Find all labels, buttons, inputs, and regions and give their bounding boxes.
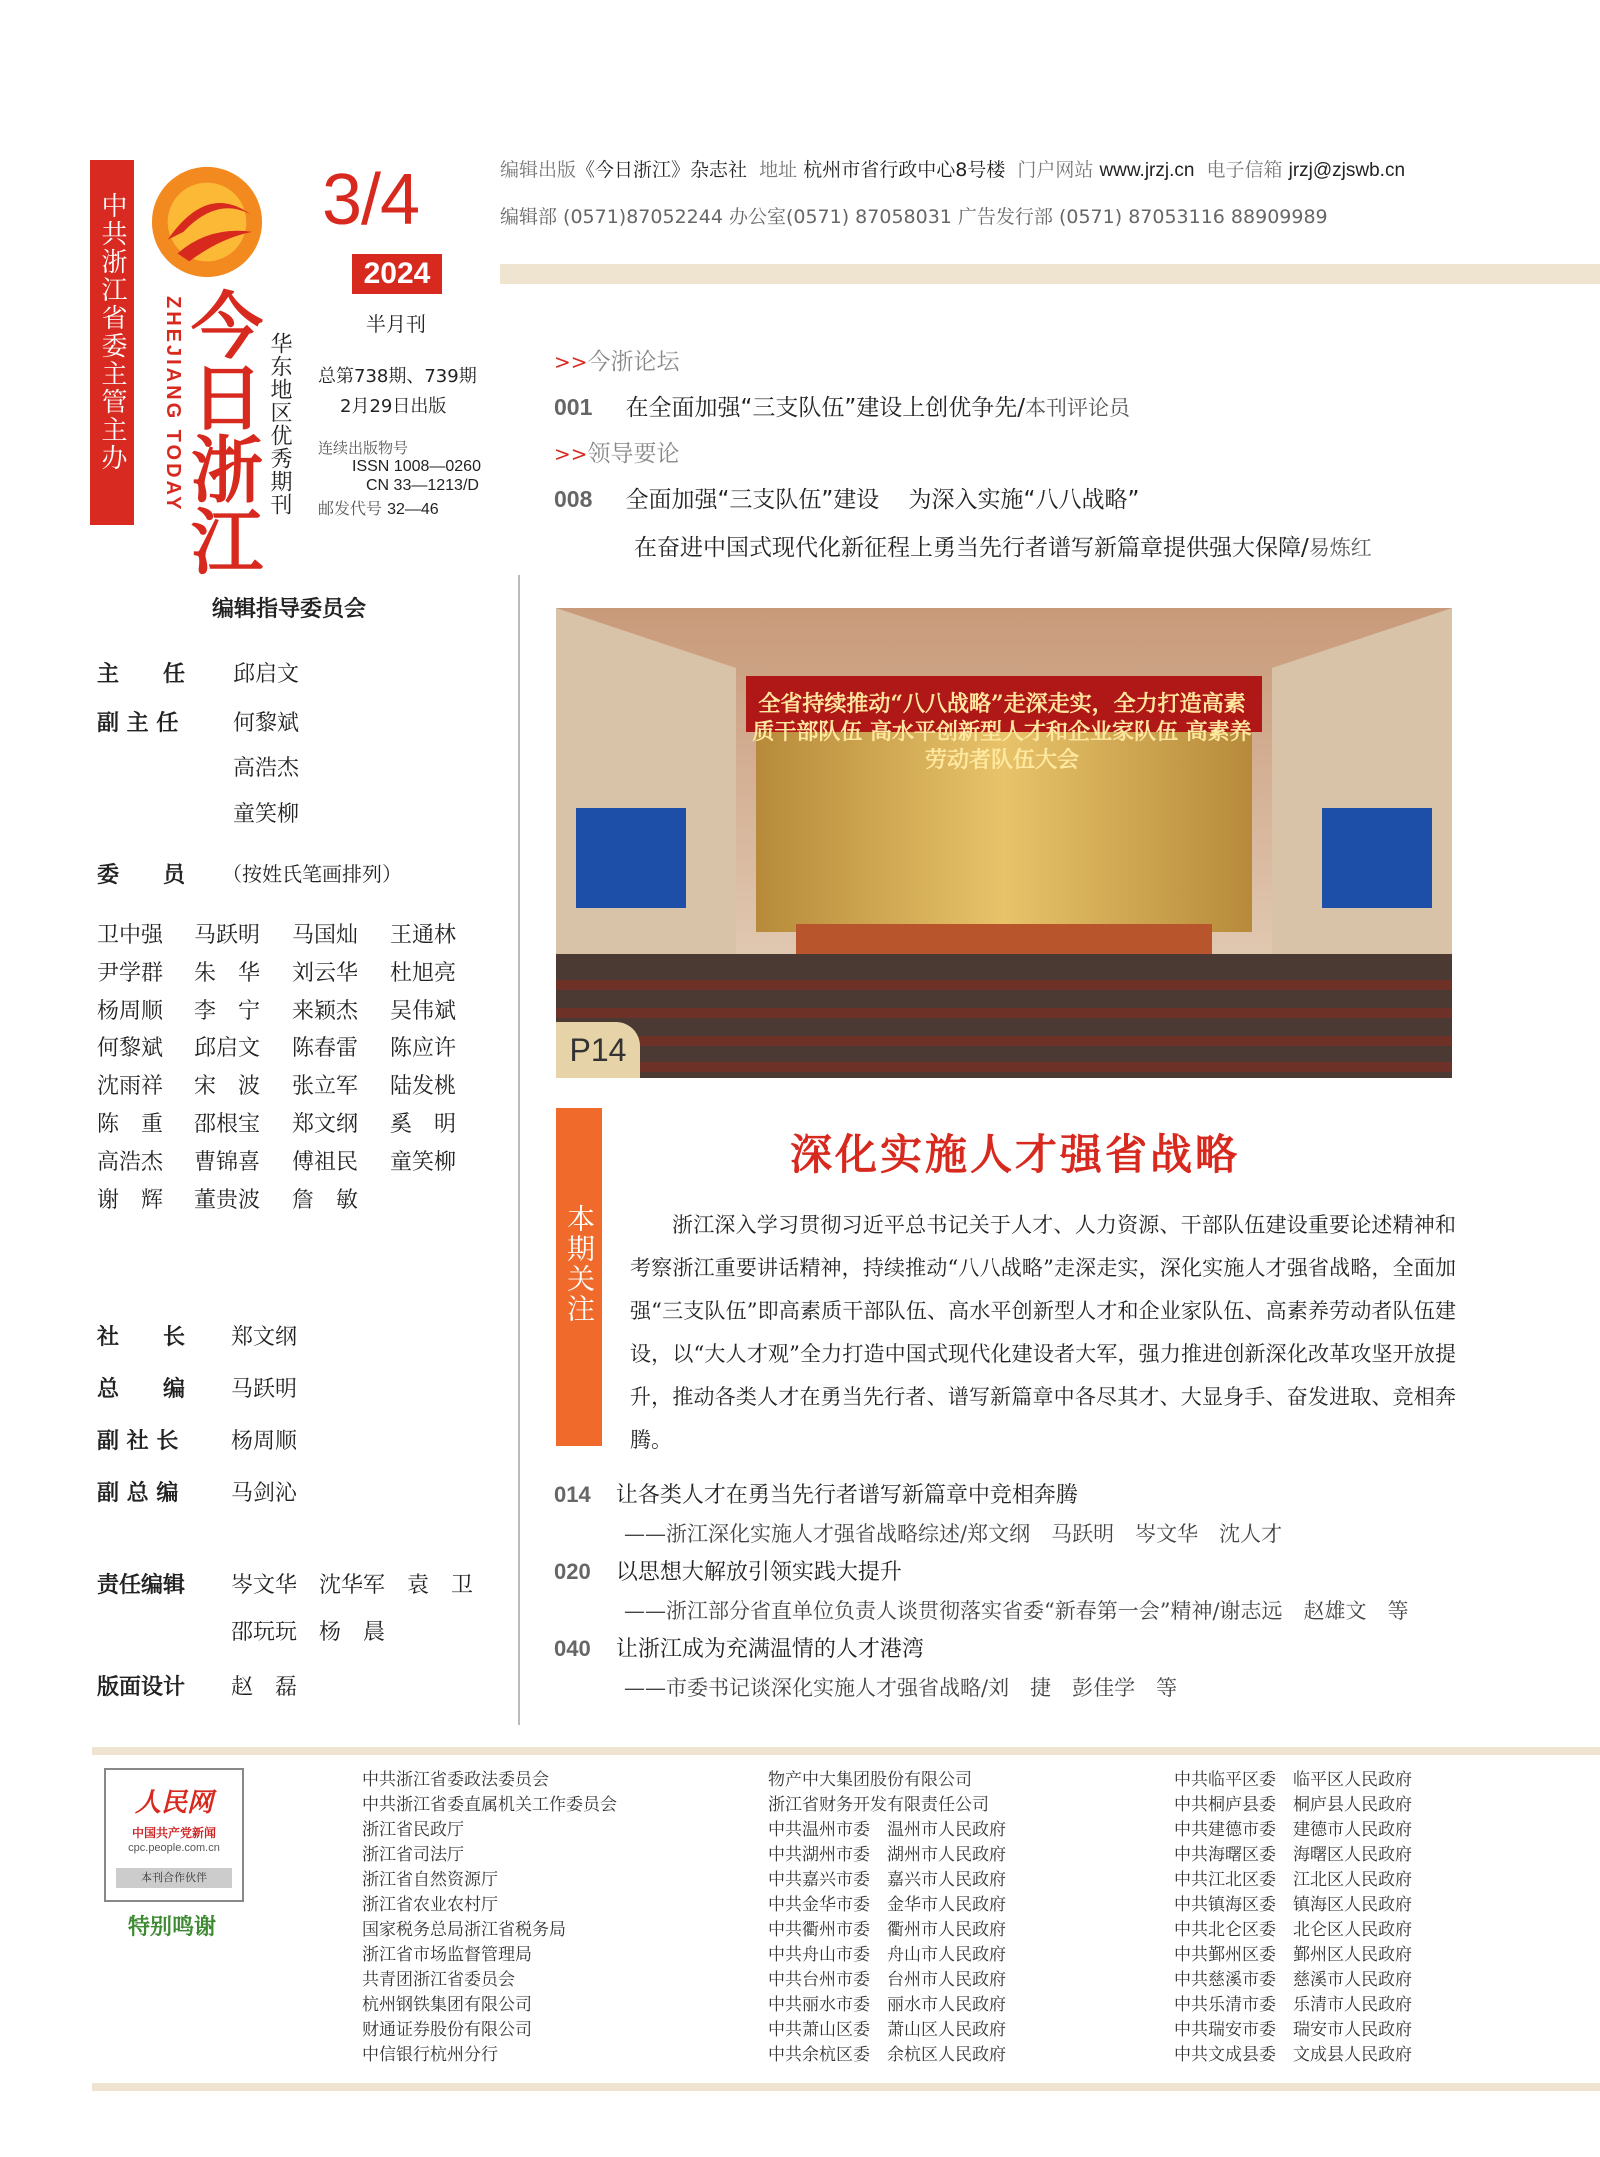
chair-name: 邱启文 (233, 662, 300, 687)
section-head-forum (554, 343, 680, 376)
member-name: 陆发桃 (390, 1074, 457, 1100)
toc-title: 全面加强“三支队伍”建设 为深入实施“八八战略” (625, 487, 1140, 513)
article-sub: ——市委书记谈深化实施人才强省战略/刘 捷 彭佳学 等 (624, 1676, 1178, 1700)
issue-number: 3/4 (322, 160, 420, 240)
member-name: 吴伟斌 (390, 998, 457, 1024)
section-label: 领导要论 (587, 441, 680, 467)
special-thanks: 特别鸣谢 (128, 1914, 217, 1940)
member-name: 谢 辉 (97, 1187, 164, 1213)
logo-english: ZHEJIANG TODAY (162, 296, 184, 513)
member-name: 王通林 (390, 923, 457, 948)
article-040[interactable] (554, 1632, 924, 1663)
member-name: 马跃明 (194, 923, 261, 948)
member-name: 何黎斌 (97, 1036, 164, 1062)
page-number: 001 (554, 394, 593, 420)
member-name: 詹 敏 (292, 1187, 359, 1213)
publish-date: 2月29日出版 (340, 396, 447, 417)
footer-top-bar (92, 1747, 1600, 1755)
member-name: 卫中强 (97, 923, 164, 948)
serial-label: 连续出版物号 (318, 439, 409, 457)
member-name: 童笑柳 (390, 1149, 457, 1175)
vice-name: 何黎斌 (233, 711, 300, 736)
article-020[interactable] (554, 1555, 902, 1586)
issn: ISSN 1008—0260 (352, 458, 481, 475)
award-text: 华东地区优秀期刊 (267, 332, 292, 516)
publisher-label: 编辑出版 (500, 159, 577, 181)
partner-tag: 本刊合作伙伴 (116, 1868, 232, 1888)
address-label: 地址 (759, 159, 798, 181)
chair-label: 主 任 (97, 662, 186, 687)
member-name: 沈雨祥 (97, 1074, 164, 1100)
page-number: 008 (554, 486, 593, 512)
email-label: 电子信箱 (1206, 159, 1283, 181)
email-link[interactable]: jrzj@zjswb.cn (1288, 160, 1406, 181)
staff-label: 总 编 (97, 1377, 186, 1402)
member-name: 邵根宝 (194, 1112, 261, 1137)
toc-item-008-line2 (634, 529, 1372, 562)
article-title: 让各类人才在勇当先行者谱写新篇章中竞相奔腾 (615, 1483, 1078, 1508)
section-head-leaders (554, 435, 680, 468)
thanks-column-2: 物产中大集团股份有限公司 浙江省财务开发有限责任公司 中共温州市委 温州市人民政府 中共湖州市委 湖州市人民政府 中共嘉兴市委 嘉兴市人民政府 中共金华市委 金华市人民政府 中共衢州市委 衢州市人民政府 中共舟山市委 舟山市人民政府 中共台州市委 台州市人民政府 中共丽水市委 丽水市人民政府 中共萧山区委 萧山区人民政府 中共余杭区委 余杭区人民政府 (768, 1770, 1006, 2065)
staff-label: 版面设计 (97, 1675, 186, 1700)
cn-number: CN 33—1213/D (366, 477, 479, 494)
partner-url: cpc.people.com.cn (128, 1842, 220, 1854)
staff-names: 杨周顺 (231, 1429, 298, 1454)
header-divider (500, 264, 1600, 284)
postal-label: 邮发代号 (318, 499, 383, 518)
staff-names: 郑文纲 (231, 1325, 298, 1350)
page-number: 040 (554, 1636, 591, 1661)
staff-names: 邵玩玩 杨 晨 (231, 1620, 386, 1645)
year-badge: 2024 (352, 254, 442, 294)
focus-tag-text: 本期关注 (563, 1204, 596, 1324)
partner-sub: 中国共产党新闻 (131, 1826, 216, 1840)
toc-title-line2: 在奋进中国式现代化新征程上勇当先行者谱写新篇章提供强大保障/ (634, 535, 1309, 561)
website-label: 门户网站 (1017, 159, 1094, 181)
conference-photo (556, 608, 1452, 1078)
sun-logo-icon (148, 163, 266, 281)
member-name: 来颖杰 (292, 998, 359, 1024)
member-name: 陈 重 (97, 1112, 164, 1137)
article-014[interactable] (554, 1478, 1078, 1509)
staff-names: 赵 磊 (231, 1675, 298, 1700)
postal-code (318, 496, 439, 519)
member-label: 委 员 (97, 863, 186, 888)
focus-body: 浙江深入学习贯彻习近平总书记关于人才、人力资源、干部队伍建设重要论述精神和考察浙江重要讲话精神，持续推动“八八战略”走深走实，深化实施人才强省战略，全面加强“三支队伍”即高素质干部队伍、高水平创新型人才和企业家队伍、高素养劳动者队伍建设，以“大人才观”全力打造中国式现代化建设者大军，强力推进创新深化改革攻坚开放提升，推动各类人才在勇当先行者、谱写新篇章中各尽其才、大显身手、奋发进取、竞相奔腾。 (630, 1213, 1456, 1452)
article-title: 以思想大解放引领实践大提升 (615, 1560, 902, 1585)
website-link[interactable]: www.jrzj.cn (1099, 160, 1195, 181)
member-name: 郑文纲 (292, 1112, 359, 1137)
member-name: 马国灿 (292, 923, 359, 948)
toc-item-008[interactable] (554, 481, 1139, 514)
thanks-column-3: 中共临平区委 临平区人民政府 中共桐庐县委 桐庐县人民政府 中共建德市委 建德市人民政府 中共海曙区委 海曙区人民政府 中共江北区委 江北区人民政府 中共镇海区委 镇海区人民政府 中共北仑区委 北仑区人民政府 中共鄞州区委 鄞州区人民政府 中共慈溪市委 慈溪市人民政府 中共乐清市委 乐清市人民政府 中共瑞安市委 瑞安市人民政府 中共文成县委 文成县人民政府 (1174, 1770, 1412, 2065)
staff-label: 副 社 长 (97, 1429, 179, 1454)
staff-names: 马跃明 (231, 1377, 298, 1402)
member-name: 尹学群 (97, 960, 164, 986)
member-name: 陈应许 (390, 1036, 457, 1062)
logo-chinese: 今日浙江 (179, 288, 263, 576)
column-divider (518, 575, 520, 1725)
member-name: 刘云华 (292, 960, 359, 986)
footer-bottom-bar (92, 2083, 1600, 2091)
member-name: 朱 华 (194, 960, 261, 986)
article-sub: ——浙江部分省直单位负责人谈贯彻落实省委“新春第一会”精神/谢志远 赵雄文 等 (624, 1599, 1409, 1623)
total-issue: 总第738期、739期 (318, 366, 477, 387)
member-name: 杨周顺 (97, 998, 164, 1024)
address-value: 杭州市省行政中心8号楼 (803, 159, 1006, 181)
page-number: 020 (554, 1559, 591, 1584)
double-chevron-icon: >> (554, 442, 588, 466)
publisher-value: 《今日浙江》杂志社 (576, 159, 748, 181)
toc-author: 本刊评论员 (1025, 396, 1131, 420)
photo-banner-text: 全省持续推动“八八战略”走深走实，全力打造高素质干部队伍 高水平创新型人才和企业家队伍 高素养劳动者队伍大会 (752, 691, 1252, 773)
member-name: 张立军 (292, 1074, 359, 1100)
member-name: 李 宁 (194, 998, 261, 1024)
sponsor-text: 中共浙江省委主管主办 (97, 192, 127, 472)
member-name: 董贵波 (194, 1187, 261, 1213)
member-name: 奚 明 (390, 1112, 457, 1137)
committee-title: 编辑指导委员会 (212, 597, 367, 622)
member-name: 曹锦喜 (194, 1149, 261, 1175)
staff-label: 社 长 (97, 1325, 186, 1350)
toc-item-001[interactable] (554, 389, 1130, 422)
section-label: 今浙论坛 (587, 349, 680, 375)
focus-title: 深化实施人才强省战略 (790, 1130, 1241, 1179)
article-title: 让浙江成为充满温情的人才港湾 (615, 1637, 924, 1662)
partner-name: 人民网 (134, 1788, 213, 1818)
article-sub: ——浙江深化实施人才强省战略综述/郑文纲 马跃明 岑文华 沈人才 (624, 1522, 1283, 1546)
publisher-info (500, 155, 1405, 182)
postal-value: 32—46 (387, 501, 439, 518)
vice-label: 副 主 任 (97, 711, 179, 736)
vice-name: 童笑柳 (233, 802, 300, 827)
member-name: 杜旭亮 (390, 960, 457, 986)
member-name: 高浩杰 (97, 1149, 164, 1175)
member-name: 邱启文 (194, 1036, 261, 1062)
staff-names: 岑文华 沈华军 袁 卫 (231, 1573, 474, 1598)
thanks-column-1: 中共浙江省委政法委员会 中共浙江省委直属机关工作委员会 浙江省民政厅 浙江省司法厅 浙江省自然资源厅 浙江省农业农村厅 国家税务总局浙江省税务局 浙江省市场监督管理局 共青团浙江省委员会 杭州钢铁集团有限公司 财通证券股份有限公司 中信银行杭州分行 (362, 1770, 617, 2065)
staff-label: 责任编辑 (97, 1573, 186, 1598)
member-name: 宋 波 (194, 1074, 261, 1100)
page-tag[interactable]: P14 (556, 1022, 640, 1078)
staff-label: 副 总 编 (97, 1481, 179, 1506)
toc-author: 易炼红 (1308, 536, 1372, 560)
partner-logo[interactable] (104, 1768, 244, 1902)
staff-names: 马剑沁 (231, 1481, 298, 1506)
member-name: 傅祖民 (292, 1149, 359, 1175)
page-number: 014 (554, 1482, 591, 1507)
vice-name: 高浩杰 (233, 756, 300, 781)
sponsor-band (90, 160, 134, 525)
member-name: 陈春雷 (292, 1036, 359, 1062)
frequency: 半月刊 (366, 312, 426, 336)
phone-numbers: 编辑部 (0571)87052244 办公室(0571) 87058031 广告发行部 (0571) 87053116 88909989 (500, 206, 1328, 228)
focus-tag (556, 1108, 602, 1446)
double-chevron-icon: >> (554, 350, 588, 374)
toc-title: 在全面加强“三支队伍”建设上创优争先/ (625, 395, 1026, 421)
member-note: （按姓氏笔画排列） (222, 862, 402, 886)
